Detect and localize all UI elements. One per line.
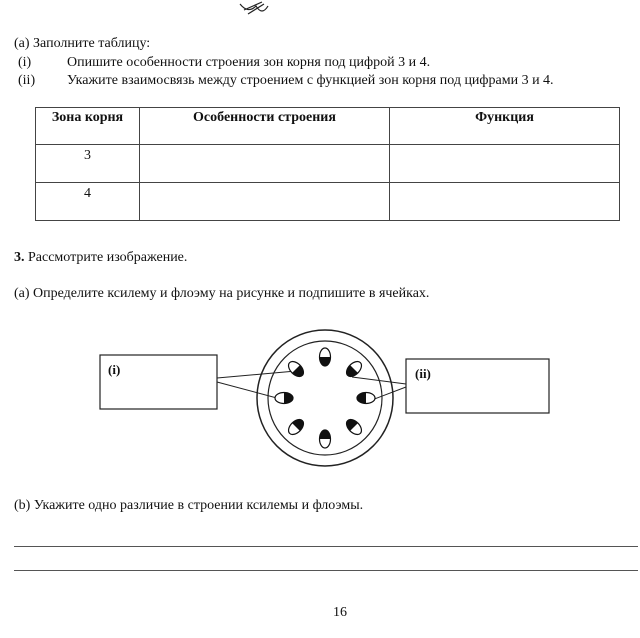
root-zones-table (35, 107, 620, 221)
cell-zone: 4 (36, 183, 140, 221)
vascular-bundle (286, 359, 307, 380)
question-3-part-a: (а) Определите ксилему и флоэму на рисунке и подпишите в ячейках. (14, 286, 430, 301)
cell-structure[interactable] (140, 183, 390, 221)
task-a-item-num-2: (ii) (18, 73, 36, 88)
question-3-number: 3. (14, 250, 25, 265)
task-a-item-text-2: Укажите взаимосвязь между строением с функцией зон корня под цифрами 3 и 4. (67, 73, 554, 88)
vascular-bundle (275, 393, 293, 404)
cell-function[interactable] (390, 145, 620, 183)
vascular-bundle (344, 359, 365, 380)
vascular-bundle (320, 348, 331, 366)
page-number: 16 (333, 605, 347, 620)
cell-function[interactable] (390, 183, 620, 221)
task-a-label: (а) Заполните таблицу: (14, 36, 151, 51)
answer-line-2[interactable] (14, 570, 638, 571)
box-ii-label: (ii) (415, 366, 431, 381)
cell-zone: 3 (36, 145, 140, 183)
cell-structure[interactable] (140, 145, 390, 183)
box-i-label: (i) (108, 362, 121, 377)
header-structure: Особенности строения (140, 108, 390, 145)
table-header-row (36, 108, 620, 145)
header-zone: Зона корня (36, 108, 140, 145)
task-a-item-text-1: Опишите особенности строения зон корня под цифрой 3 и 4. (67, 55, 431, 70)
vascular-bundle (344, 417, 365, 438)
vascular-bundle (357, 393, 375, 404)
vascular-bundle (286, 417, 307, 438)
question-3-text: Рассмотрите изображение. (28, 250, 188, 265)
vascular-bundle (320, 430, 331, 448)
answer-line-1[interactable] (14, 546, 638, 547)
vascular-bundles (275, 348, 375, 448)
table-row (36, 145, 620, 183)
top-image-fragment (240, 2, 268, 14)
question-3-part-b: (b) Укажите одно различие в строении ксилемы и флоэмы. (14, 498, 364, 513)
question-3 (14, 250, 187, 266)
table-row (36, 183, 620, 221)
task-a-item-num-1: (i) (18, 55, 32, 70)
header-function: Функция (390, 108, 620, 145)
